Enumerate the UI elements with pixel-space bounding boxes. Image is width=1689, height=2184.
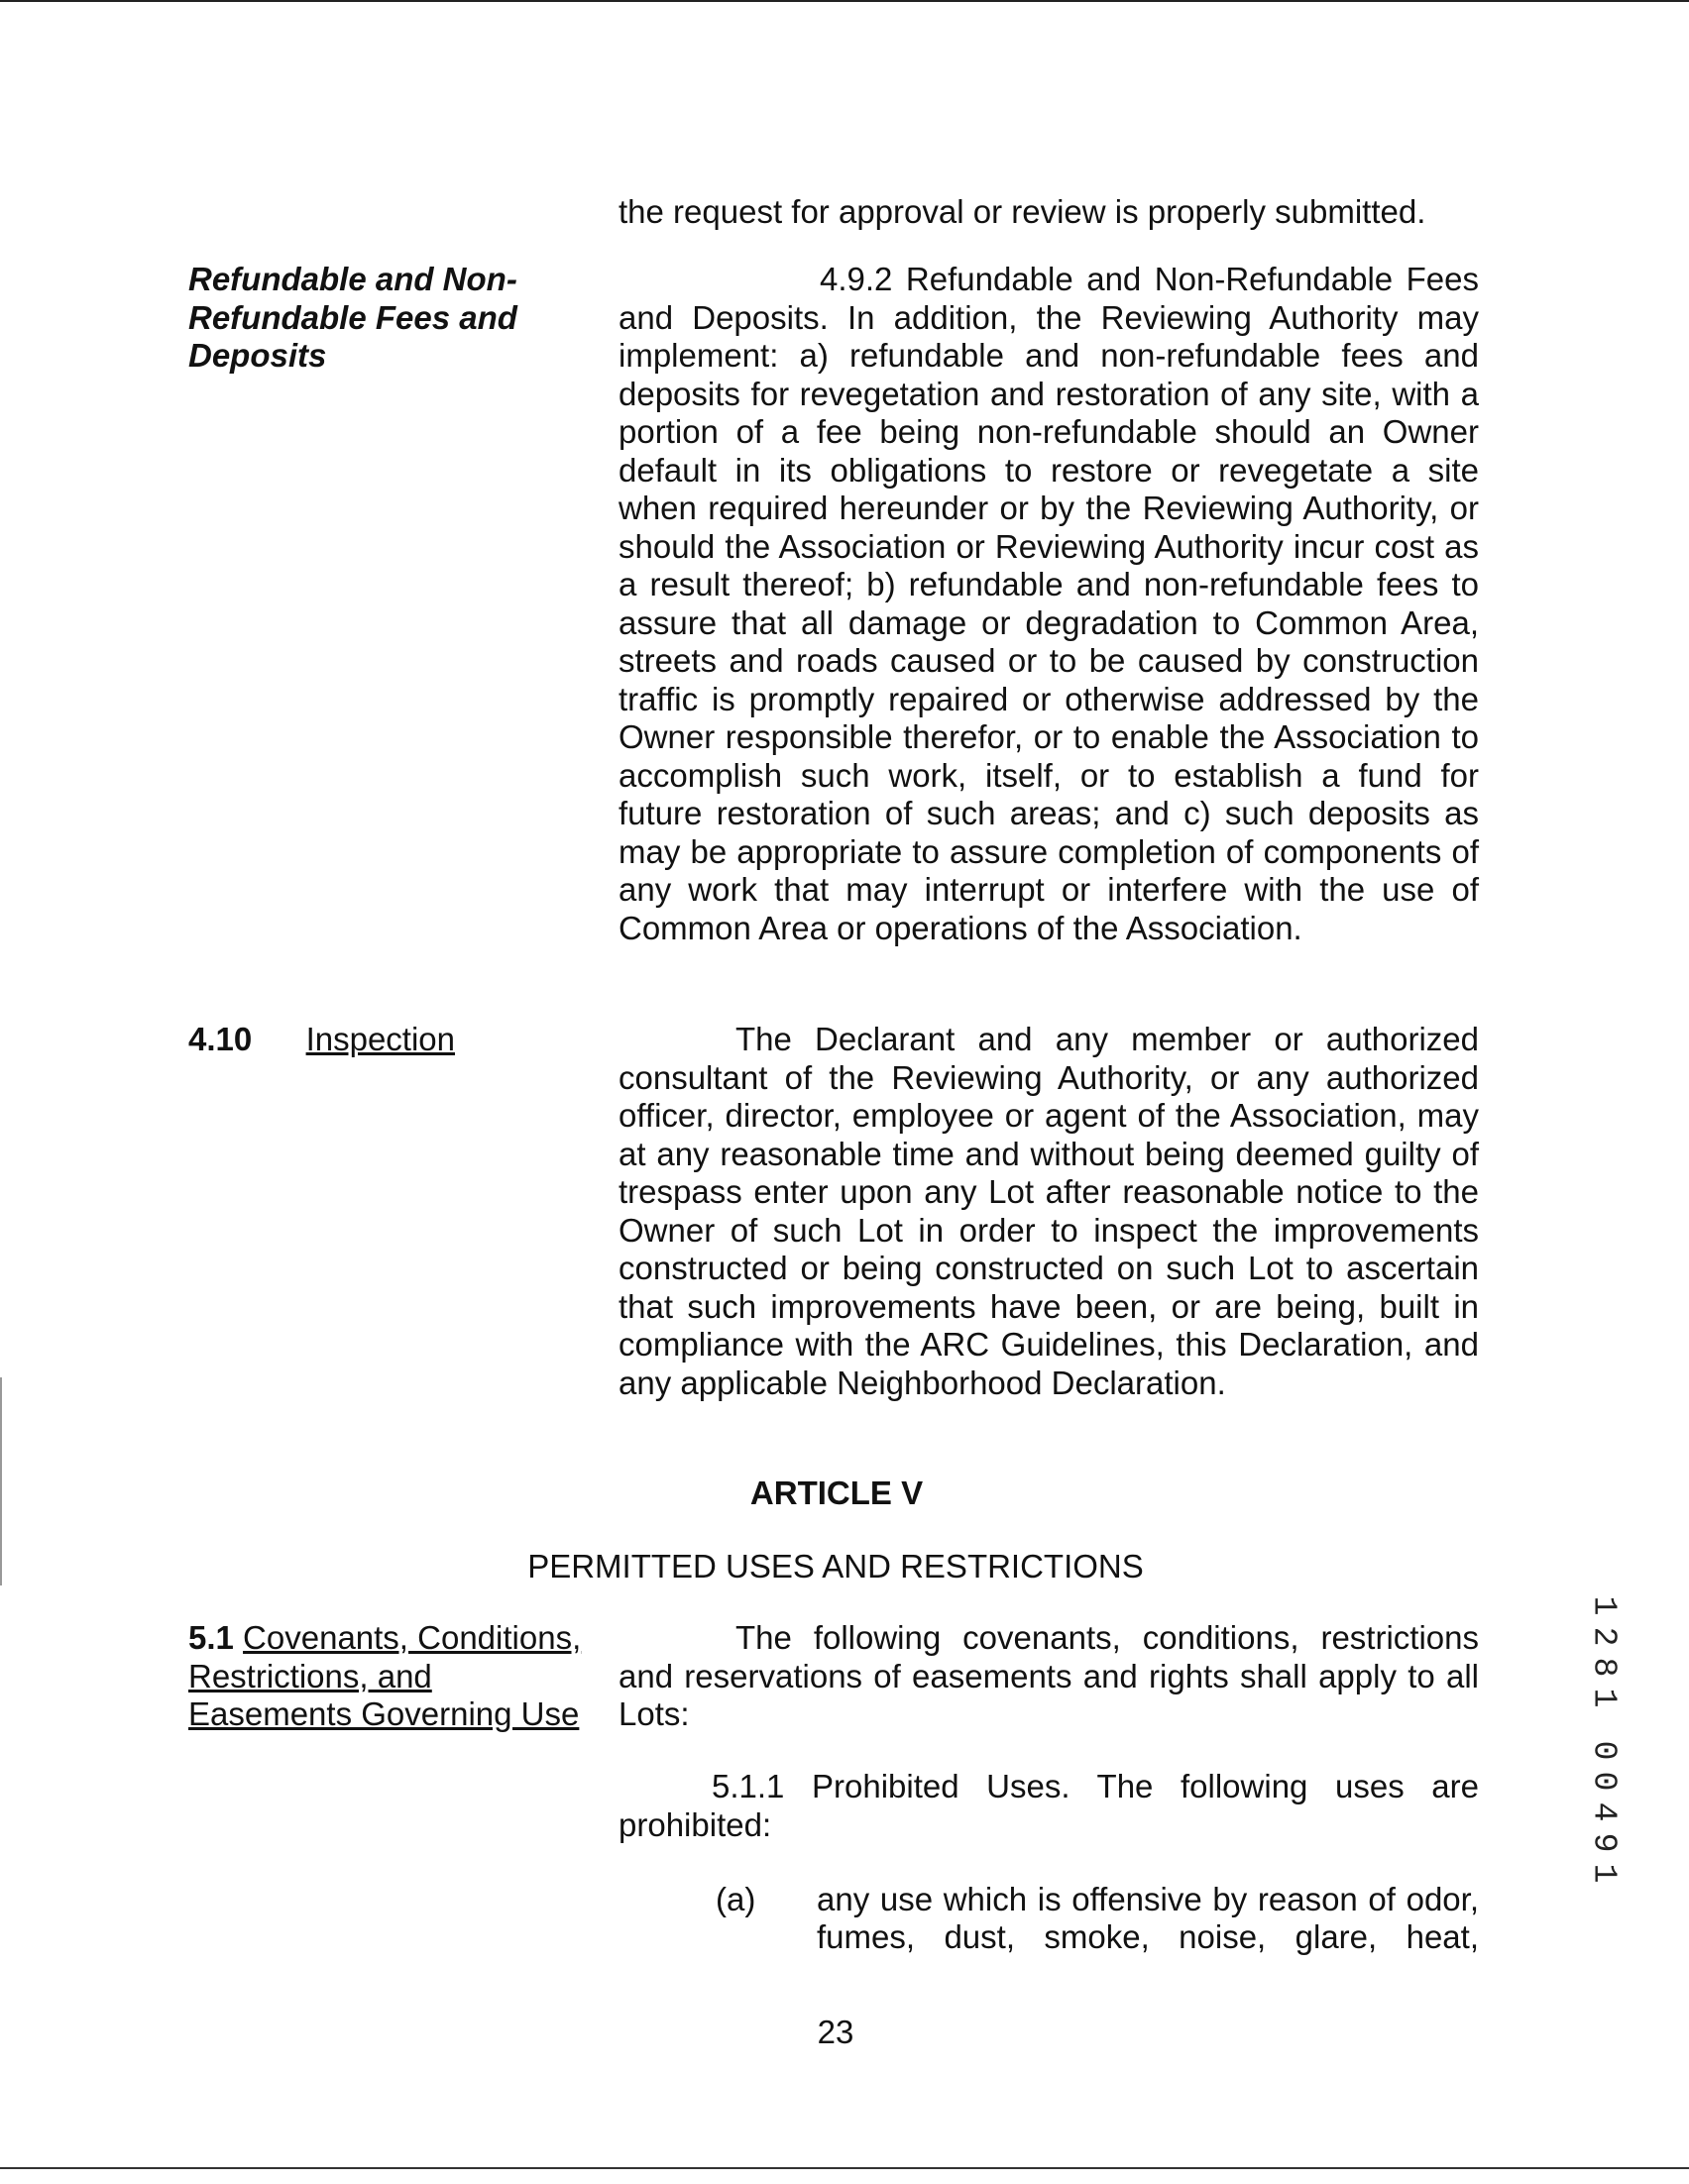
section-5-1-body: The following covenants, conditions, restrictions and reservations of easements and rights shall apply to all Lots: [619,1619,1479,1732]
section-5-1-number: 5.1 [188,1619,234,1656]
section-5-1-title: Covenants, Conditions, Restrictions, and Easements Governing Use [188,1619,582,1732]
item-a-label: (a) [716,1881,756,1917]
continuation-text: the request for approval or review is properly submitted. [619,193,1426,230]
section-5-1-1-body: 5.1.1 Prohibited Uses. The following uses are prohibited: [619,1768,1479,1843]
side-heading-refundable-fees: Refundable and Non-Refundable Fees and Deposits [188,261,517,374]
section-4-10-heading [188,1021,565,1059]
article-heading: ARTICLE V [749,1474,924,1511]
article-title: PERMITTED USES AND RESTRICTIONS [527,1548,1144,1584]
page-number: 23 [817,2014,854,2050]
section-5-1-heading [188,1619,590,1734]
section-4-9-2-body: 4.9.2 Refundable and Non-Refundable Fees and Deposits. In addition, the Reviewing Authority may implement: a) refundable and non-refundable fees and deposits for revegetation and restoration of any site, with a portion of a fee being non-refundable should an Owner default in its obligations to restore or revegetate a site when required hereunder or by the Reviewing Authority, or should the Association or Reviewing Authority incur cost as a result thereof; b) refundable and non-refundable fees to assure that all damage or degradation to Common Area, streets and roads caused or to be caused by construction traffic is promptly repaired or otherwise addressed by the Owner responsible therefor, or to enable the Association to accomplish such work, itself, or to establish a fund for future restoration of such areas; and c) such deposits as may be appropriate to assure completion of components of any work that may interrupt or interfere with the use of Common Area or operations of the Association. [619,261,1479,946]
scan-bottom-edge [0,2167,1689,2169]
recording-stamp: 1 2 8 1 0 0 4 9 1 [1585,1595,1623,1884]
item-a-line-2: fumes, dust, smoke, noise, glare, heat, [817,1918,1479,1955]
item-a-line-1: any use which is offensive by reason of odor, [817,1881,1479,1917]
section-4-10-number: 4.10 [188,1021,253,1057]
scan-top-edge [0,0,1689,2]
section-4-10-title: Inspection [305,1021,456,1057]
section-4-10-body: The Declarant and any member or authorized consultant of the Reviewing Authority, or any authorized officer, director, employee or agent of the Association, may at any reasonable time and without being deemed guilty of trespass enter upon any Lot after reasonable notice to the Owner of such Lot in order to inspect the improvements constructed or being constructed on such Lot to ascertain that such improvements have been, or are being, built in compliance with the ARC Guidelines, this Declaration, and any applicable Neighborhood Declaration. [619,1021,1479,1401]
